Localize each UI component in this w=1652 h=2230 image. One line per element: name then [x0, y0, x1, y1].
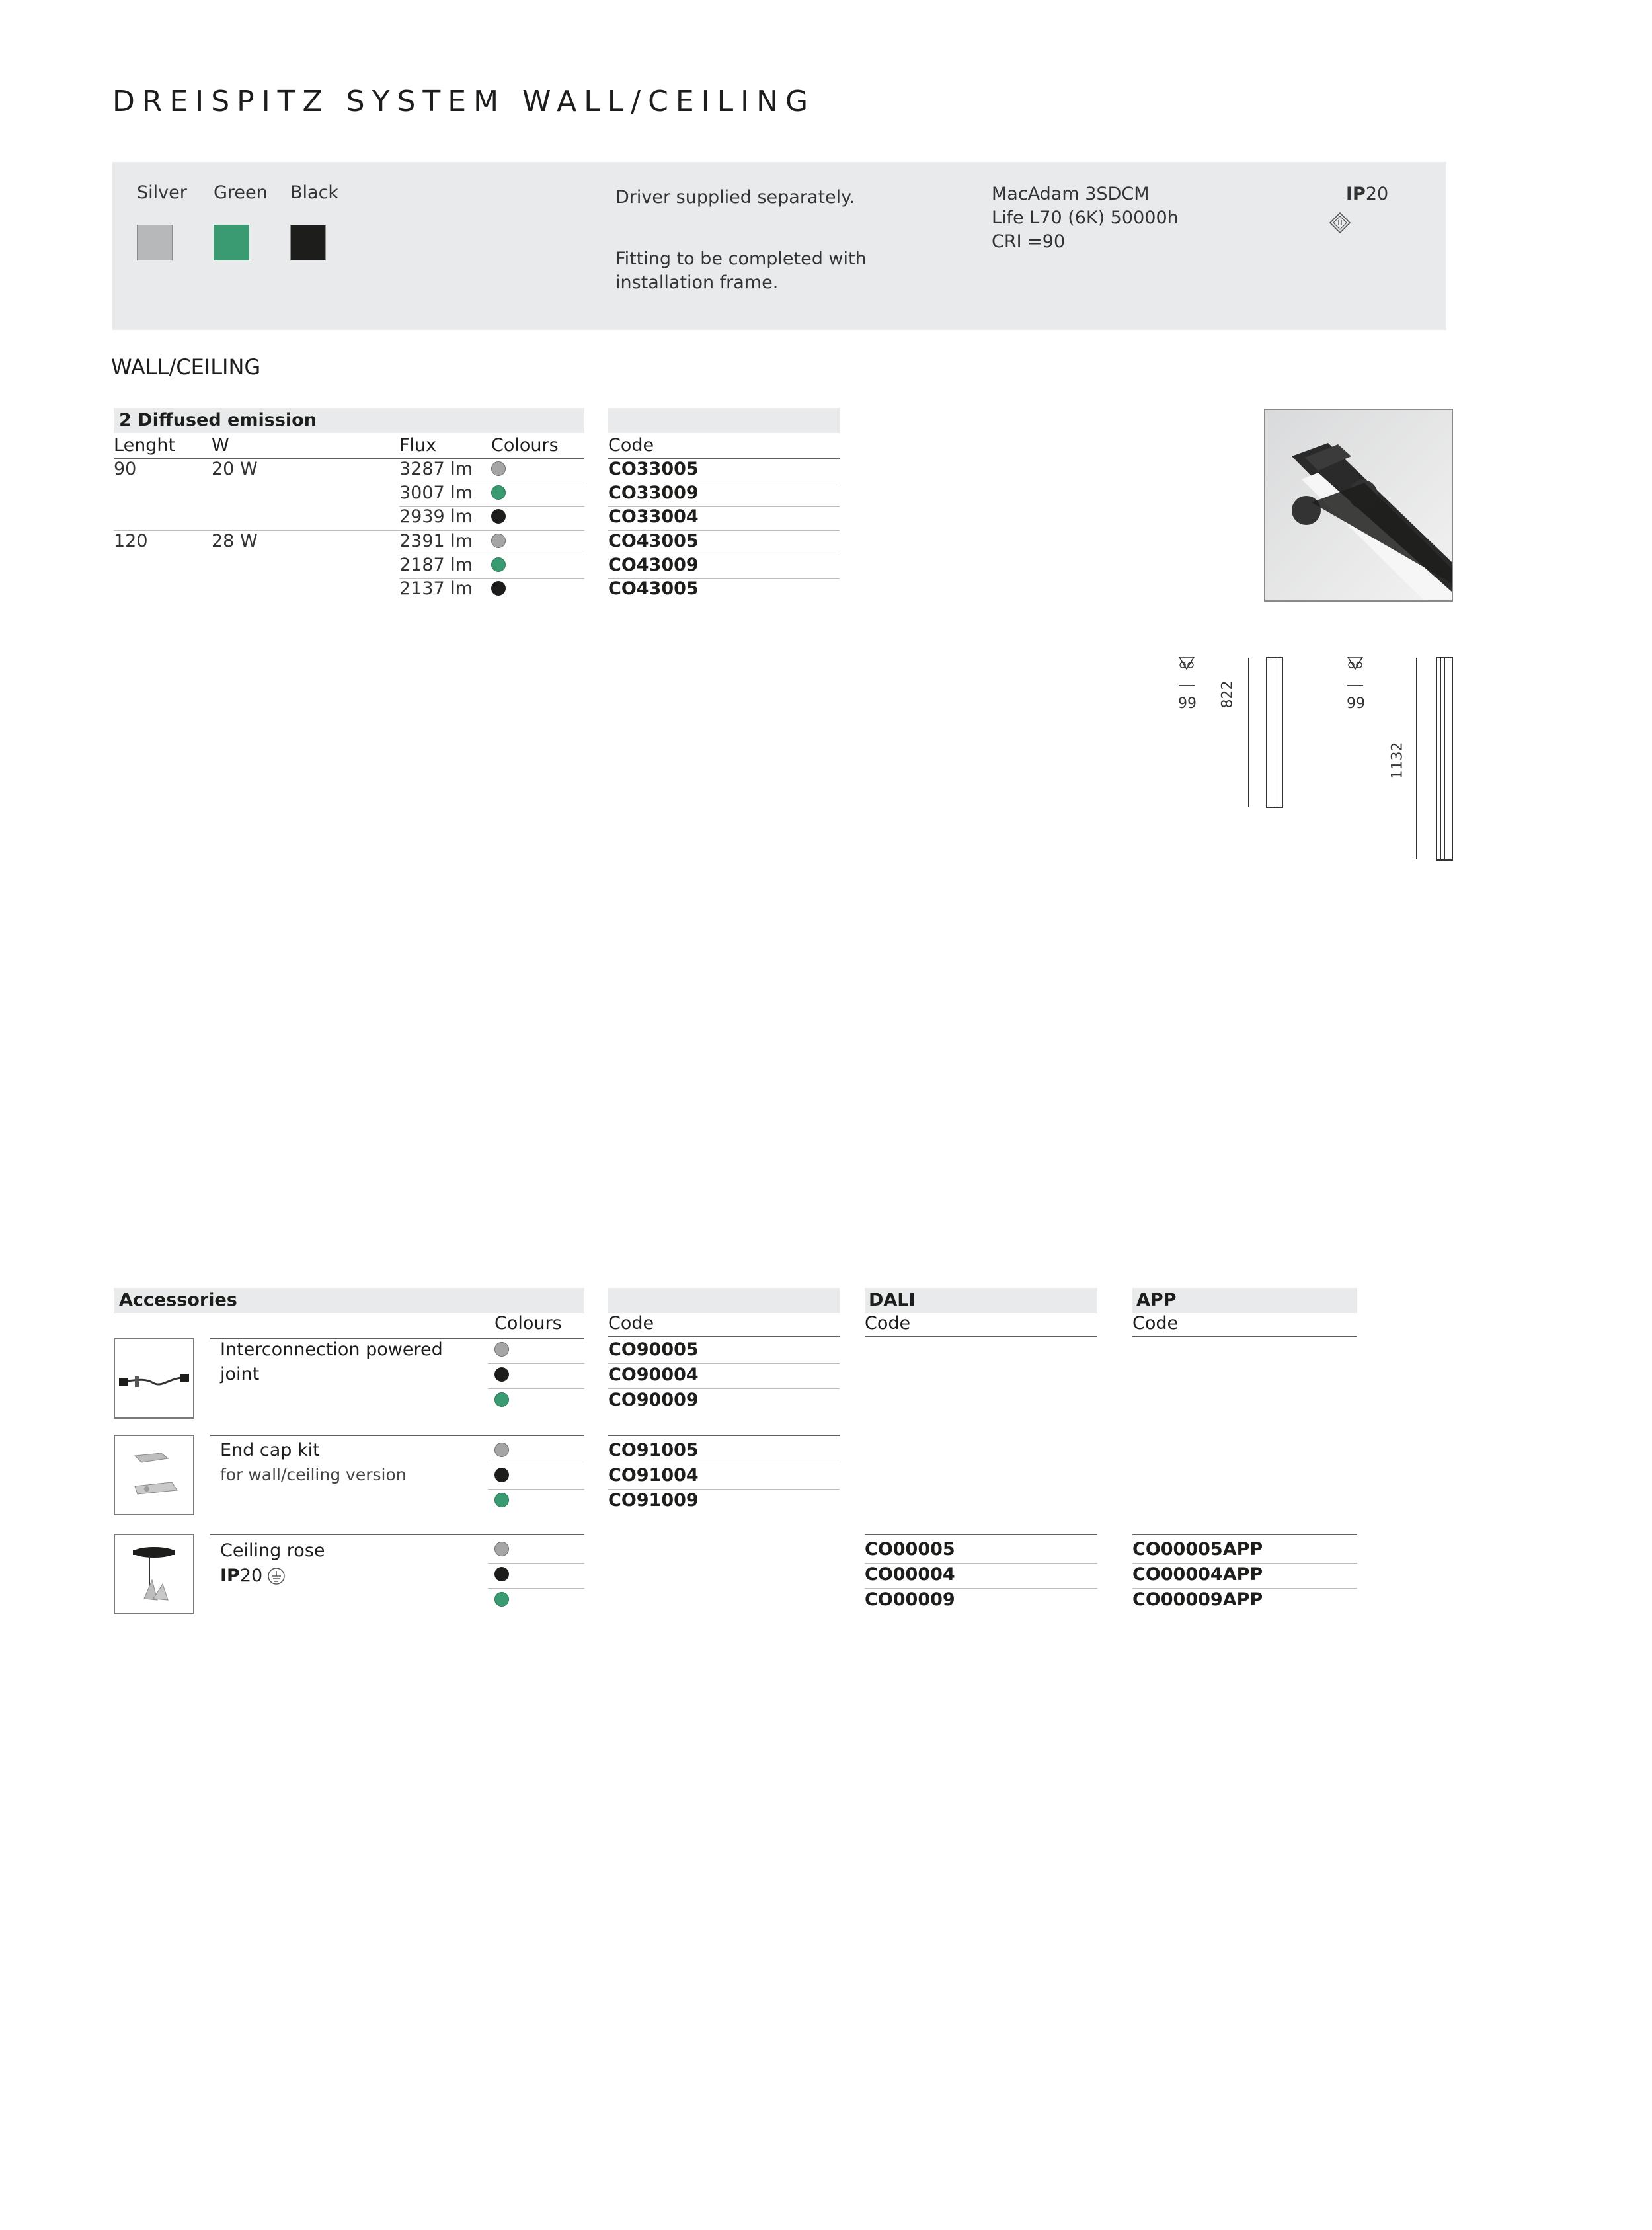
col-w: W [212, 435, 229, 456]
fitting-note-line1: Fitting to be completed with [615, 249, 867, 269]
row-flux: 2137 lm [399, 578, 473, 599]
divider [1132, 1336, 1357, 1337]
swatch-green [214, 225, 249, 260]
dimension-length-1: 822 [1219, 680, 1236, 709]
colour-label-silver: Silver [137, 182, 187, 203]
dimension-length-2-wrap [1389, 727, 1415, 793]
divider [488, 1588, 584, 1589]
dali-header: DALI [869, 1290, 916, 1310]
cross-section-icon [1177, 655, 1197, 672]
row-flux: 2187 lm [399, 555, 473, 575]
app-code: CO00004APP [1132, 1564, 1263, 1585]
dimension-line [1179, 685, 1195, 686]
app-code: CO00005APP [1132, 1539, 1263, 1560]
divider [608, 1388, 840, 1389]
colour-dot-black [491, 581, 506, 596]
code-header-bar [608, 408, 840, 433]
colour-dot-silver [491, 461, 506, 476]
fitting-note-line2: installation frame. [615, 272, 779, 293]
colour-dot-silver [491, 534, 506, 548]
dimension-line [1248, 658, 1249, 807]
cross-section-icon [1345, 655, 1365, 672]
divider [1132, 1588, 1357, 1589]
product-code: CO43005 [608, 578, 699, 599]
dimension-line [1416, 658, 1417, 859]
accessory-code: CO90004 [608, 1365, 699, 1385]
dimension-width-1: 99 [1178, 696, 1197, 712]
divider [608, 1336, 840, 1337]
app-col-code: Code [1132, 1313, 1179, 1334]
colour-dot-silver [494, 1342, 509, 1357]
accessories-header: Accessories [119, 1290, 237, 1310]
divider [865, 1336, 1097, 1337]
profile-drawing-822 [1266, 657, 1283, 808]
colour-dot-green [491, 485, 506, 500]
accessory-code: CO91005 [608, 1440, 699, 1460]
divider [488, 1363, 584, 1364]
row-flux: 2391 lm [399, 531, 473, 551]
ceiling-rose-thumbnail [114, 1534, 194, 1614]
row-w: 28 W [212, 531, 258, 551]
col-length: Lenght [114, 435, 176, 456]
dali-code: CO00004 [865, 1564, 955, 1585]
dimension-length-1-wrap [1219, 661, 1247, 727]
row-flux: 3007 lm [399, 483, 473, 503]
product-photo [1264, 409, 1453, 602]
colour-dot-green [494, 1392, 509, 1407]
divider [608, 1435, 840, 1436]
end-cap-kit-thumbnail [114, 1435, 194, 1515]
row-w: 20 W [212, 459, 258, 479]
divider [608, 1489, 840, 1490]
accessories-col-colours: Colours [494, 1313, 562, 1334]
accessory-code: CO90009 [608, 1390, 699, 1410]
dimension-length-2: 1132 [1389, 742, 1406, 779]
colour-label-green: Green [214, 182, 268, 203]
colour-dot-black [494, 1468, 509, 1482]
divider [210, 1534, 584, 1535]
colour-dot-silver [494, 1443, 509, 1457]
driver-note: Driver supplied separately. [615, 187, 855, 208]
page-title: DREISPITZ SYSTEM WALL/CEILING [112, 85, 816, 118]
accessory-code: CO91004 [608, 1465, 699, 1486]
dali-code: CO00005 [865, 1539, 955, 1560]
spec-macadam: MacAdam 3SDCM [992, 184, 1150, 204]
code-header-bar [608, 1288, 840, 1313]
row-length: 120 [114, 531, 148, 551]
spec-cri: CRI =90 [992, 231, 1066, 252]
colour-dot-green [494, 1493, 509, 1507]
product-code: CO43005 [608, 531, 699, 551]
divider [608, 1363, 840, 1364]
row-flux: 2939 lm [399, 506, 473, 527]
profile-drawing-1132 [1436, 657, 1453, 861]
accessory-name: Ceiling rose [220, 1540, 325, 1561]
divider [865, 1563, 1097, 1564]
col-flux: Flux [399, 435, 437, 456]
app-header: APP [1136, 1290, 1177, 1310]
divider [488, 1388, 584, 1389]
colour-dot-black [494, 1567, 509, 1581]
ip-rating: IP20 [1346, 184, 1389, 204]
swatch-silver [137, 225, 173, 260]
divider [210, 1435, 584, 1436]
dimension-width-2: 99 [1347, 696, 1365, 712]
product-code: CO33009 [608, 483, 699, 503]
divider [114, 458, 584, 459]
product-code: CO33005 [608, 459, 699, 479]
accessory-code: CO90005 [608, 1339, 699, 1360]
row-flux: 3287 lm [399, 459, 473, 479]
accessory-name: Interconnection powered [220, 1339, 443, 1360]
divider [1132, 1534, 1357, 1535]
product-code: CO33004 [608, 506, 699, 527]
class-ii-diamond-icon [1329, 212, 1351, 234]
row-length: 90 [114, 459, 137, 479]
colour-dot-green [491, 557, 506, 572]
product-table-header: 2 Diffused emission [119, 410, 317, 430]
interconnection-joint-thumbnail [114, 1338, 194, 1419]
colour-dot-silver [494, 1542, 509, 1556]
col-colours: Colours [491, 435, 559, 456]
app-code: CO00009APP [1132, 1589, 1263, 1610]
accessory-code: CO91009 [608, 1490, 699, 1511]
swatch-black [290, 225, 326, 260]
accessory-name: End cap kit [220, 1440, 320, 1460]
colour-dot-black [494, 1367, 509, 1382]
ceiling-rose-ip: IP20 [220, 1566, 263, 1586]
divider [114, 530, 584, 531]
earth-ground-icon [267, 1567, 286, 1585]
divider [865, 1588, 1097, 1589]
divider [488, 1563, 584, 1564]
dimension-line [1347, 685, 1363, 686]
divider [1132, 1563, 1357, 1564]
spec-life: Life L70 (6K) 50000h [992, 208, 1179, 228]
col-code: Code [608, 435, 654, 456]
accessory-subtitle: for wall/ceiling version [220, 1465, 407, 1484]
colour-dot-black [491, 509, 506, 524]
colour-label-black: Black [290, 182, 339, 203]
accessories-col-code: Code [608, 1313, 654, 1334]
dali-col-code: Code [865, 1313, 911, 1334]
colour-dot-green [494, 1592, 509, 1607]
section-title: WALL/CEILING [111, 354, 261, 379]
divider [865, 1534, 1097, 1535]
product-code: CO43009 [608, 555, 699, 575]
accessory-name: joint [220, 1364, 260, 1384]
dali-code: CO00009 [865, 1589, 955, 1610]
divider [488, 1489, 584, 1490]
